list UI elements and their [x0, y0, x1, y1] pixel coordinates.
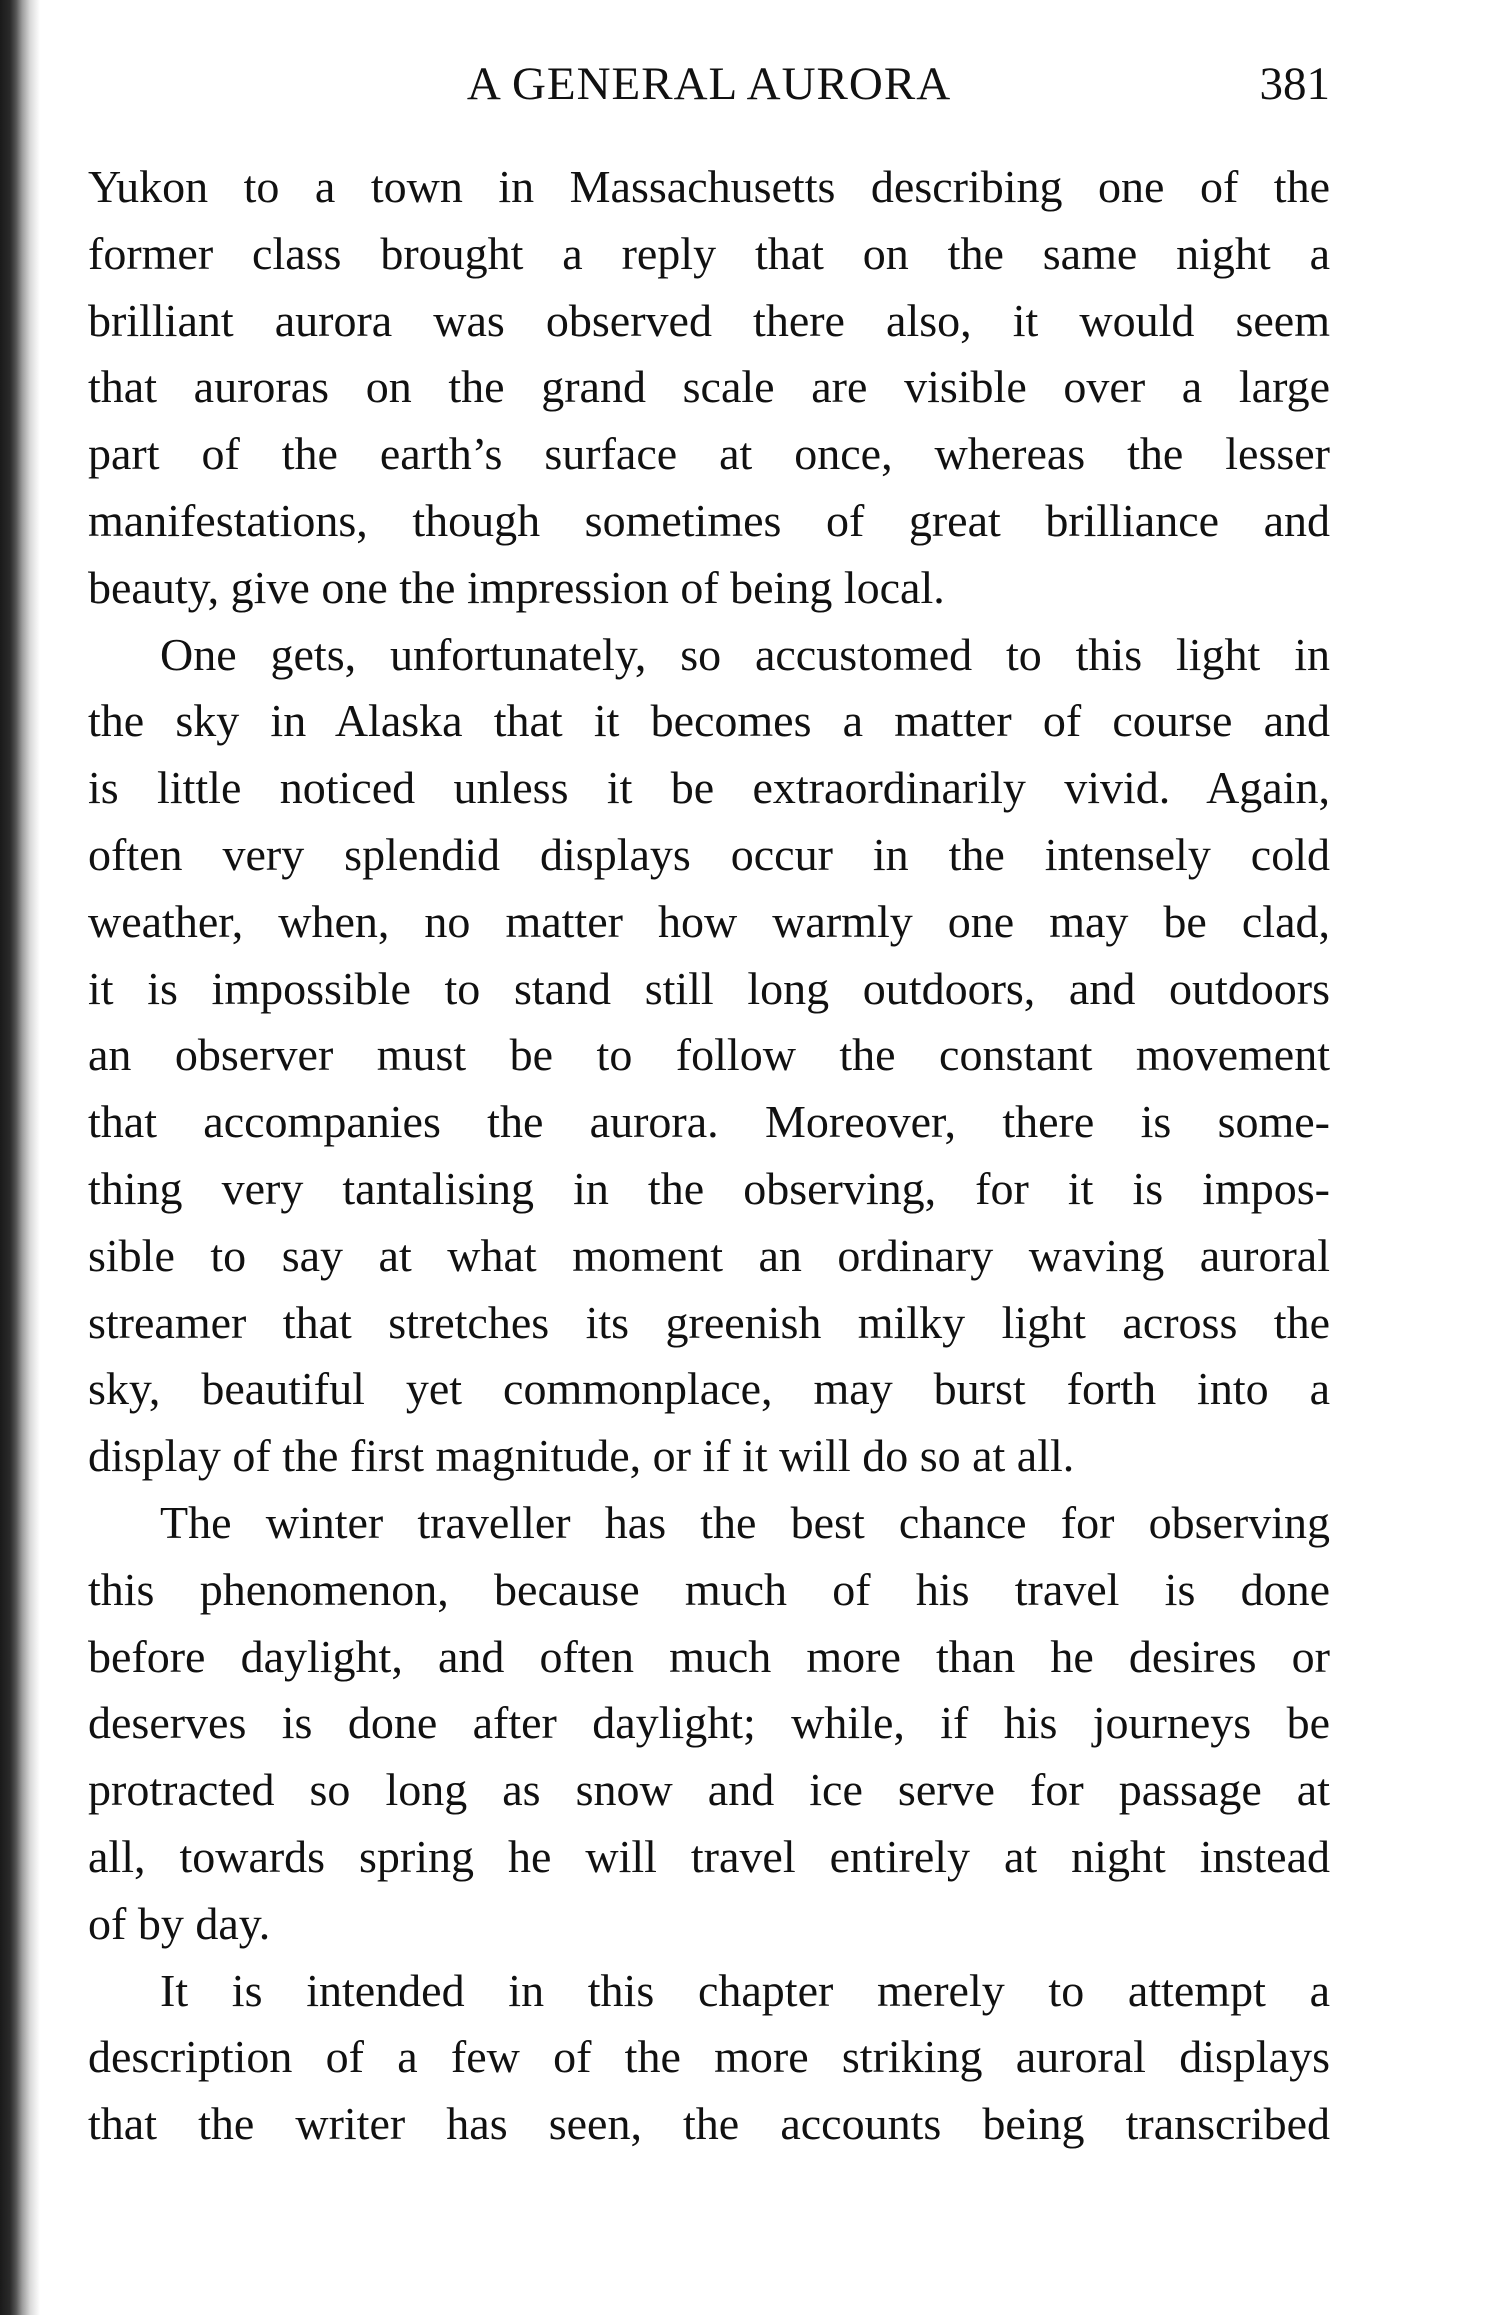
text-line: before daylight, and often much more than he desires or — [88, 1630, 1330, 1682]
text-line: all, towards spring he will travel entirely at night instead — [88, 1830, 1330, 1882]
text-line: that the writer has seen, the accounts being transcribed — [88, 2098, 1330, 2150]
paragraph-2 — [88, 622, 1330, 1490]
text-line: weather, when, no matter how warmly one may be clad, — [88, 895, 1330, 947]
text-line: sky, beautiful yet commonplace, may burst forth into a — [88, 1363, 1330, 1415]
text-line: it is impossible to stand still long outdoors, and outdoors — [88, 962, 1330, 1014]
text-line: is little noticed unless it be extraordinarily vivid. Again, — [88, 762, 1330, 814]
text-line: protracted so long as snow and ice serve for passage at — [88, 1764, 1330, 1816]
text-line: The winter traveller has the best chance for observing — [160, 1496, 1330, 1548]
text-line: that accompanies the aurora. Moreover, there is some- — [88, 1096, 1330, 1148]
paragraph-1 — [88, 154, 1330, 622]
text-line: part of the earth’s surface at once, whereas the lesser — [88, 428, 1330, 480]
text-line: an observer must be to follow the constant movement — [88, 1029, 1330, 1081]
text-line: Yukon to a town in Massachusetts describing one of the — [88, 161, 1330, 212]
text-line: former class brought a reply that on the same night a — [88, 227, 1330, 279]
text-line: the sky in Alaska that it becomes a matter of course and — [88, 695, 1330, 747]
text-line: of by day. — [88, 1897, 271, 1949]
text-line: manifestations, though sometimes of great brilliance and — [88, 494, 1330, 546]
text-line: often very splendid displays occur in the intensely cold — [88, 828, 1330, 880]
text-line: that auroras on the grand scale are visible over a large — [88, 361, 1330, 413]
text-line: sible to say at what moment an ordinary waving auroral — [88, 1229, 1330, 1281]
page-number: 381 — [1259, 58, 1330, 110]
text-line: deserves is done after daylight; while, if his journeys be — [88, 1697, 1330, 1749]
text-line: streamer that stretches its greenish milky light across the — [88, 1296, 1330, 1348]
text-line: this phenomenon, because much of his travel is done — [88, 1563, 1330, 1615]
text-line: display of the first magnitude, or if it will do so at all. — [88, 1430, 1075, 1482]
text-line: beauty, give one the impression of being local. — [88, 561, 945, 613]
running-head — [88, 54, 1330, 114]
text-line: description of a few of the more striking auroral displays — [88, 2031, 1330, 2083]
text-line: It is intended in this chapter merely to attempt a — [160, 1964, 1330, 2016]
paragraph-3 — [88, 1490, 1330, 1958]
text-line: brilliant aurora was observed there also, it would seem — [88, 294, 1330, 346]
page-binding-shadow — [0, 0, 40, 2315]
paragraph-4 — [88, 1958, 1330, 2158]
running-title: A GENERAL AURORA — [466, 58, 952, 110]
body-text — [88, 154, 1330, 2158]
text-line: One gets, unfortunately, so accustomed to this light in — [160, 628, 1330, 680]
text-line: thing very tantalising in the observing, for it is impos- — [88, 1162, 1330, 1214]
